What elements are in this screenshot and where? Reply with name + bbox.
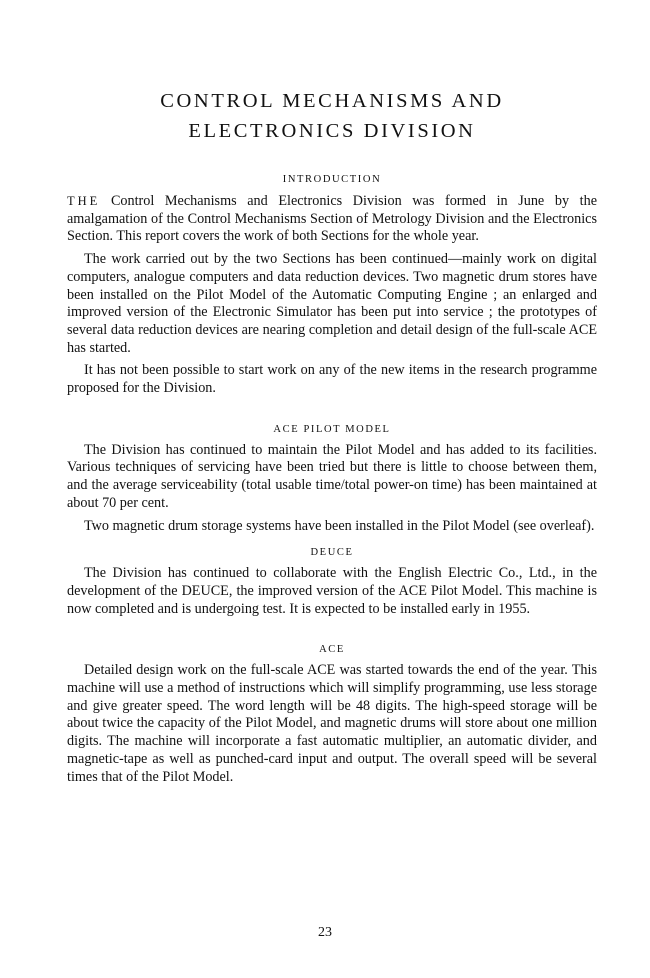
- section-heading-deuce: DEUCE: [310, 547, 354, 559]
- lead-word: THE: [67, 194, 101, 208]
- document-page: [67, 86, 597, 786]
- section-heading-ace-pilot-model: ACE PILOT MODEL: [273, 423, 391, 435]
- intro-paragraph-2: The work carried out by the two Sections has been continued—mainly work on digital computers, analogue computers and data reduction devices. Two magnetic drum stores have been installed on the Pilot Model of the Automatic Computing Engine ; an enlarged and improved version of the Electronic Simulator has been put into service ; the prototypes of several data reduction devices are nearing completion and detail design of the full-scale ACE has started.: [67, 251, 597, 356]
- pilot-paragraph-1: The Division has continued to maintain the Pilot Model and has added to its facilities. Various techniques of servicing have been tried but there is little to choose between them, and the average serviceability (total usable time/total power-on time) has been maintained at about 70 per cent.: [67, 441, 597, 511]
- section-heading-ace: ACE: [319, 644, 345, 656]
- page-number: 23: [318, 925, 332, 940]
- title-line-1: CONTROL MECHANISMS AND: [160, 90, 504, 112]
- intro-paragraph-3: It has not been possible to start work on any of the new items in the research programme proposed for the Division.: [67, 362, 597, 397]
- ace-paragraph-1: Detailed design work on the full-scale ACE was started towards the end of the year. This machine will use a method of instructions which will simplify programming, use less storage and give greater speed. The word length will be 48 digits. The high-speed storage will be about twice the capacity of the Pilot Model, and magnetic drums will store about one million digits. The machine will incorporate a fast automatic multiplier, an automatic divider, and magnetic-tape as well as punched-card input and output. The overall speed will be several times that of the Pilot Model.: [67, 662, 597, 785]
- intro-paragraph-1: [67, 193, 597, 246]
- pilot-paragraph-2: Two magnetic drum storage systems have been installed in the Pilot Model (see overleaf).: [84, 517, 595, 534]
- page-title: [67, 86, 597, 146]
- deuce-paragraph-1: The Division has continued to collaborate with the English Electric Co., Ltd., in the development of the DEUCE, the improved version of the ACE Pilot Model. This machine is now completed and is undergoing test. It is expected to be installed early in 1955.: [67, 565, 597, 617]
- section-heading-introduction: INTRODUCTION: [282, 174, 382, 185]
- intro-paragraph-1-text: Control Mechanisms and Electronics Division was formed in June by the amalgamation of the Control Mechanisms Section of Metrology Division and the Electronics Section. This report covers the work of both Sections for the whole year.: [67, 193, 597, 245]
- title-line-2: ELECTRONICS DIVISION: [188, 120, 476, 142]
